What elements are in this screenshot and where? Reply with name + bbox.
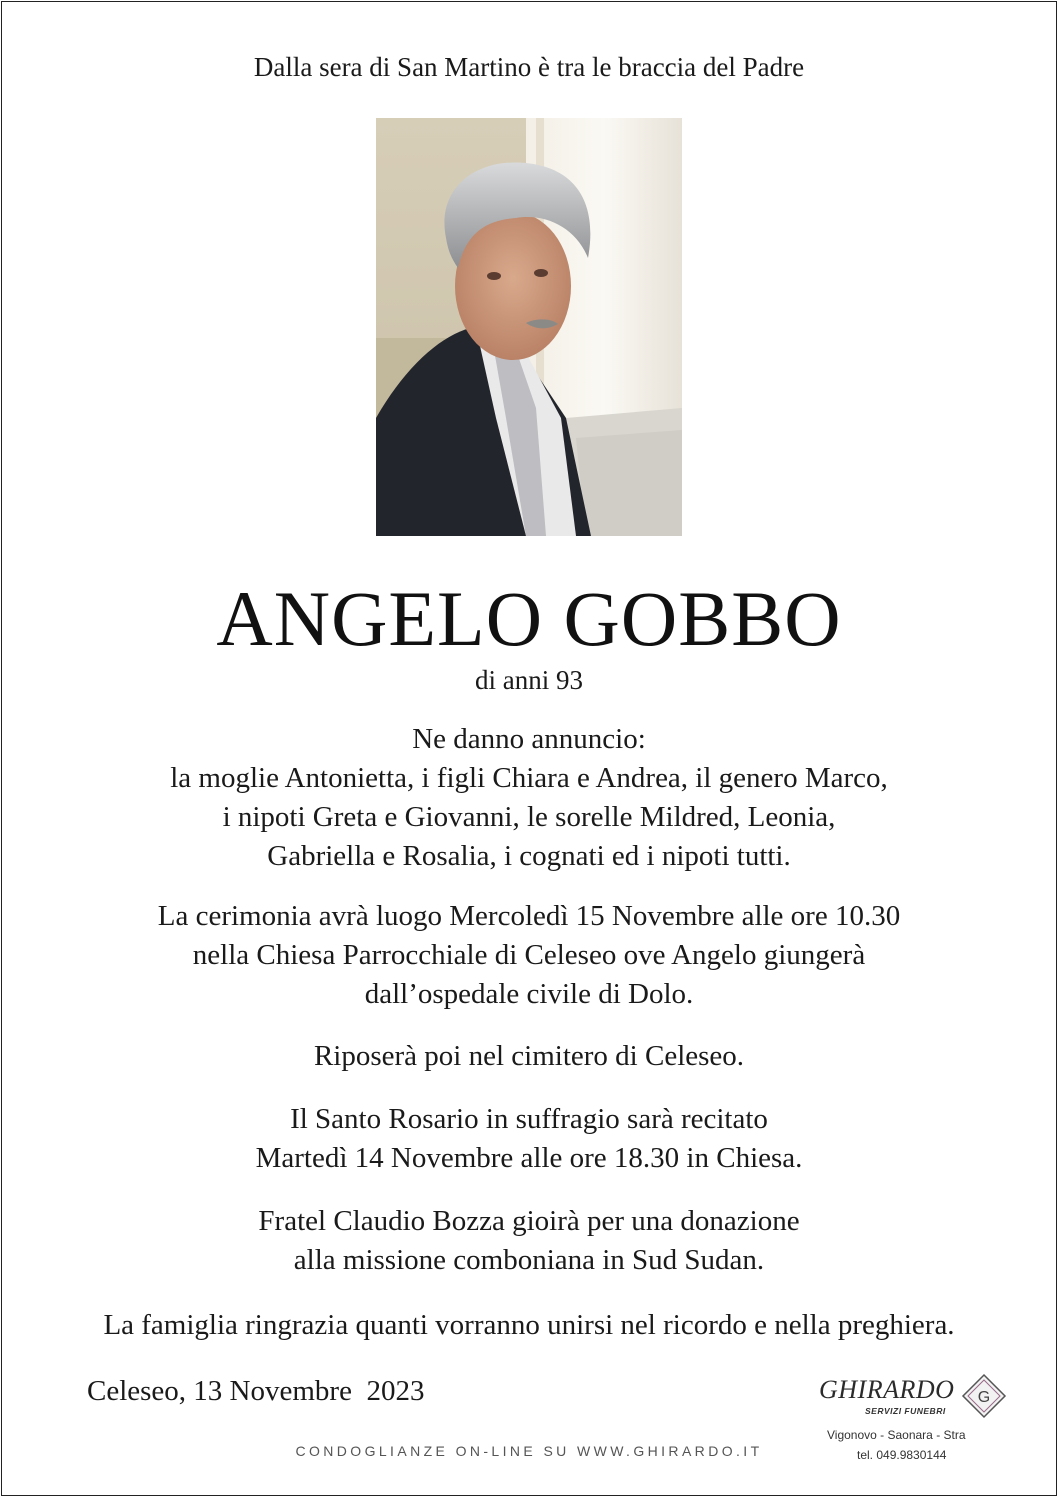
logo-places: Vigonovo - Saonara - Stra [827,1428,966,1442]
logo-subtitle: SERVIZI FUNEBRI [865,1406,946,1416]
announcement-block [0,720,1058,876]
donation-line: alla missione comboniana in Sud Sudan. [293,1244,765,1276]
ceremony-line: dall’ospedale civile di Dolo. [364,978,694,1010]
ceremony-block [0,897,1058,1014]
rosary-line: Il Santo Rosario in suffragio sarà recitato [290,1103,768,1135]
top-quote: Dalla sera di San Martino è tra le braccia del Padre [253,52,805,82]
thanks-line: La famiglia ringrazia quanti vorranno unirsi nel ricordo e nella preghiera. [103,1309,955,1341]
ceremony-line: nella Chiesa Parrocchiale di Celeseo ove Angelo giungerà [192,939,866,971]
announcement-line: la moglie Antonietta, i figli Chiara e Andrea, il genero Marco, [170,762,888,794]
logo-name: GHIRARDO [819,1375,955,1404]
condolences-link[interactable]: CONDOGLIANZE ON-LINE SU WWW.GHIRARDO.IT [295,1443,763,1459]
announcement-line: Gabriella e Rosalia, i cognati ed i nipoti tutti. [267,840,791,872]
announcement-line: i nipoti Greta e Giovanni, le sorelle Mildred, Leonia, [222,801,836,833]
funeral-home-logo [815,1373,1015,1473]
logo-phone: tel. 049.9830144 [857,1448,947,1462]
age-line: di anni 93 [475,665,583,695]
donation-block [0,1202,1058,1280]
deceased-name: ANGELO GOBBO [216,575,842,662]
burial-line: Riposerà poi nel cimitero di Celeseo. [313,1040,745,1072]
announcement-line: Ne danno annuncio: [412,723,646,755]
svg-text:G: G [977,1389,991,1406]
portrait-photo [376,118,682,536]
burial-block [0,1037,1058,1076]
rosary-line: Martedì 14 Novembre alle ore 18.30 in Chiesa. [255,1142,803,1174]
ceremony-line: La cerimonia avrà luogo Mercoledì 15 Novembre alle ore 10.30 [157,900,901,932]
thanks-block [0,1306,1058,1345]
donation-line: Fratel Claudio Bozza gioirà per una donazione [258,1205,800,1237]
diamond-g-icon [961,1373,1007,1419]
rosary-block [0,1100,1058,1178]
place-date: Celeseo, 13 Novembre 2023 [87,1375,425,1407]
